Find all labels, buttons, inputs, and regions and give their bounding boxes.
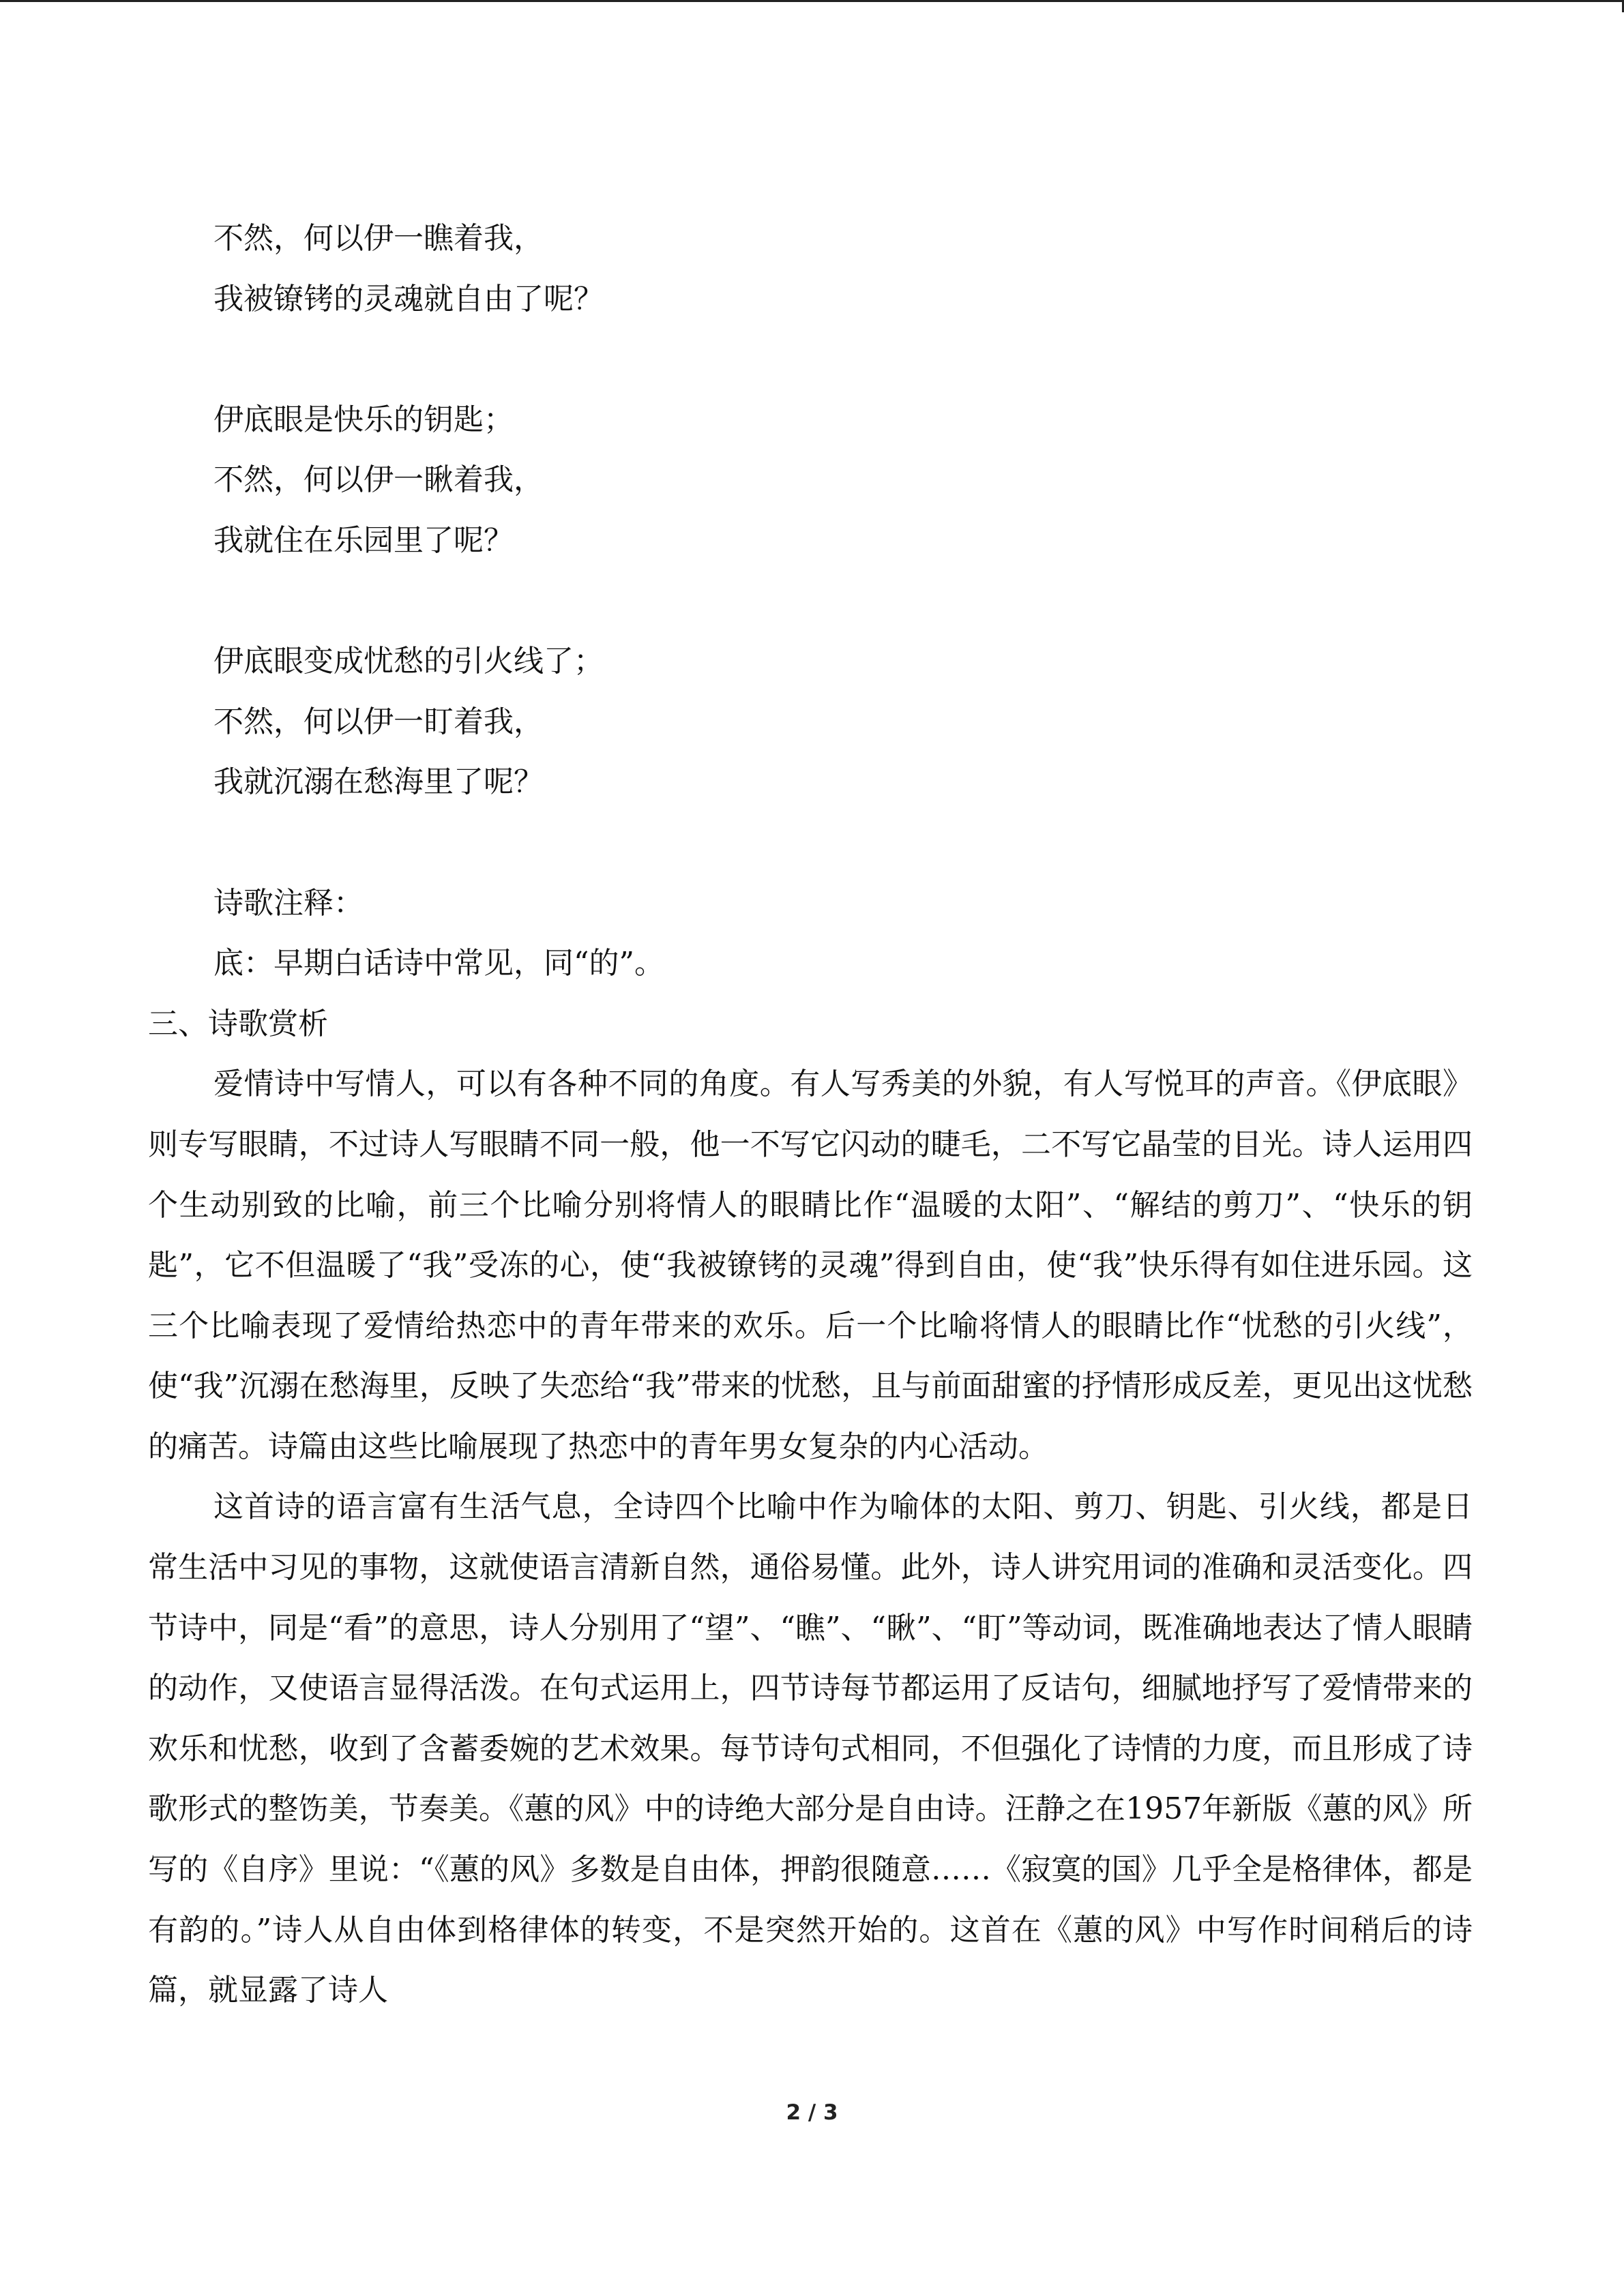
analysis-paragraph-1: 爱情诗中写情人，可以有各种不同的角度。有人写秀美的外貌，有人写悦耳的声音。《伊底眼》则专写眼睛，不过诗人写眼睛不同一般，他一不写它闪动的睫毛，二不写它晶莹的目光。诗人运用四个生动别致的比喻，前三个比喻分别将情人的眼睛比作“温暖的太阳”、“解结的剪刀”、“快乐的钥匙”，它不但温暖了“我”受冻的心，使“我被镣铐的灵魂”得到自由，使“我”快乐得有如住进乐园。这三个比喻表现了爱情给热恋中的青年带来的欢乐。后一个比喻将情人的眼睛比作“忧愁的引火线”，使“我”沉溺在愁海里，反映了失恋给“我”带来的忧愁，且与前面甜蜜的抒情形成反差，更见出这忧愁的痛苦。诗篇由这些比喻展现了热恋中的青年男女复杂的内心活动。 — [148, 1067, 1473, 1464]
poem-line: 不然，何以伊一瞅着我， — [213, 462, 544, 498]
poem-line: 不然，何以伊一盯着我， — [213, 704, 544, 739]
page-number: 2 / 3 — [786, 2100, 838, 2125]
section-heading: 三、诗歌赏析 — [148, 1006, 328, 1041]
poem-line: 我被镣铐的灵魂就自由了呢？ — [213, 281, 604, 316]
poem-line: 我就沉溺在愁海里了呢？ — [213, 764, 544, 800]
stanza-gap — [148, 813, 1473, 874]
stanza-gap — [148, 329, 1473, 390]
note-item: 底：早期白话诗中常见，同“的”。 — [213, 946, 664, 981]
notes-heading: 诗歌注释： — [213, 885, 364, 921]
analysis-paragraph-2: 这首诗的语言富有生活气息，全诗四个比喻中作为喻体的太阳、剪刀、钥匙、引火线，都是日常生活中习见的事物，这就使语言清新自然，通俗易懂。此外，诗人讲究用词的准确和灵活变化。四节诗中，同是“看”的意思，诗人分别用了“望”、“瞧”、“瞅”、“盯”等动词，既准确地表达了情人眼睛的动作，又使语言显得活泼。在句式运用上，四节诗每节都运用了反诘句，细腻地抒写了爱情带来的欢乐和忧愁，收到了含蓄委婉的艺术效果。每节诗句式相同，不但强化了诗情的力度，而且形成了诗歌形式的整饬美，节奏美。《蕙的风》中的诗绝大部分是自由诗。汪静之在1957年新版《蕙的风》所写的《自序》里说：“《蕙的风》多数是自由体，押韵很随意……《寂寞的国》几乎全是格律体，都是有韵的。”诗人从自由体到格律体的转变，不是突然开始的。这首在《蕙的风》中写作时间稍后的诗篇，就显露了诗人 — [148, 1489, 1473, 2008]
poem-line: 伊底眼变成忧愁的引火线了； — [213, 644, 604, 679]
poem-line: 伊底眼是快乐的钥匙； — [213, 402, 514, 437]
poem-line: 不然，何以伊一瞧着我， — [213, 221, 544, 256]
page-content — [148, 209, 1473, 2021]
top-border-line — [0, 0, 1624, 2]
poem-line: 我就住在乐园里了呢？ — [213, 522, 514, 558]
stanza-gap — [148, 571, 1473, 632]
